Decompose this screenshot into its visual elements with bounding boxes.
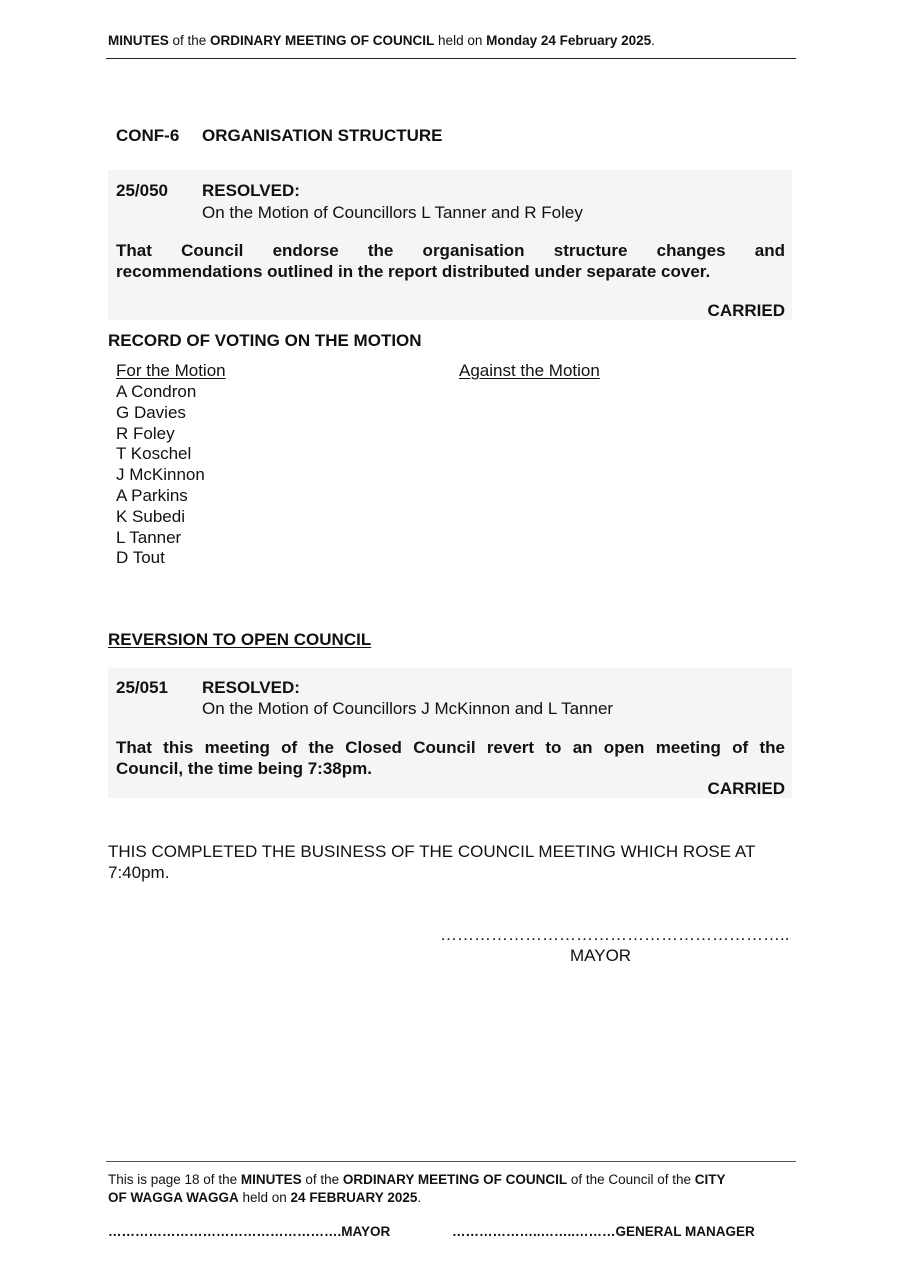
section-title: ORGANISATION STRUCTURE: [202, 126, 443, 145]
footer-text: of the: [301, 1172, 343, 1187]
councillor-name: J McKinnon: [116, 465, 205, 485]
header-meeting: ORDINARY MEETING OF COUNCIL: [210, 33, 435, 48]
councillor-name: D Tout: [116, 548, 165, 568]
resolution2-text-line1: That this meeting of the Closed Council revert to an open meeting of the: [116, 738, 785, 757]
closing-line1: THIS COMPLETED THE BUSINESS OF THE COUNCIL MEETING WHICH ROSE AT: [108, 842, 756, 861]
page-header: [108, 33, 655, 48]
header-of-the: of the: [168, 33, 211, 48]
resolution2-text-line: [116, 738, 785, 758]
councillor-name: L Tanner: [116, 527, 182, 547]
councillor-name: G Davies: [116, 402, 186, 422]
resolution2-status: CARRIED: [707, 779, 785, 798]
councillor-name: R Foley: [116, 423, 175, 443]
for-motion-header: For the Motion: [116, 361, 226, 380]
footer-rule: [106, 1161, 796, 1162]
footer-city-name: OF WAGGA WAGGA: [108, 1190, 239, 1205]
footer-minutes: MINUTES: [240, 1172, 302, 1187]
resolution2-resolved-label: RESOLVED:: [202, 678, 300, 697]
header-period: .: [651, 33, 655, 48]
section-code: CONF-6: [116, 126, 180, 145]
resolution-number: 25/050: [116, 181, 168, 200]
header-held-on: held on: [434, 33, 487, 48]
resolution-text-line2: recommendations outlined in the report distributed under separate cover.: [116, 262, 711, 281]
voting-title: RECORD OF VOTING ON THE MOTION: [108, 331, 422, 350]
footer-city: CITY: [694, 1172, 726, 1187]
footer-meeting: ORDINARY MEETING OF COUNCIL: [342, 1172, 568, 1187]
footer-line2: [108, 1190, 421, 1205]
footer-text: of the Council of the: [567, 1172, 695, 1187]
footer-mayor-signature: …………………………………………….MAYOR: [108, 1224, 391, 1239]
footer-date: 24 FEBRUARY 2025: [290, 1190, 418, 1205]
resolution-mover: On the Motion of Councillors L Tanner and R Foley: [202, 203, 583, 222]
footer-line1: [108, 1172, 725, 1187]
header-rule: [106, 58, 796, 59]
footer-text: This is page 18 of the: [108, 1172, 241, 1187]
footer-text: .: [417, 1190, 422, 1205]
signature-role: MAYOR: [570, 946, 632, 965]
resolution2-text-line2: Council, the time being 7:38pm.: [116, 759, 372, 778]
header-minutes: MINUTES: [108, 33, 169, 48]
councillor-name: K Subedi: [116, 506, 185, 526]
section2-title: REVERSION TO OPEN COUNCIL: [108, 630, 372, 649]
resolution-status: CARRIED: [707, 301, 785, 320]
against-motion-header: Against the Motion: [459, 361, 600, 380]
signature-dots: ……………………………………………………..: [440, 925, 790, 944]
councillor-name: A Condron: [116, 382, 197, 401]
footer-text: held on: [238, 1190, 291, 1205]
footer-gm-signature: ………………..……..………GENERAL MANAGER: [452, 1224, 755, 1239]
for-motion-list: [116, 382, 205, 569]
header-date: Monday 24 February 2025: [486, 33, 652, 48]
councillor-name: T Koschel: [116, 444, 192, 464]
closing-line2: 7:40pm.: [108, 863, 170, 882]
resolution-resolved-label: RESOLVED:: [202, 181, 300, 200]
councillor-name: A Parkins: [116, 485, 188, 505]
resolution-text-line: [116, 241, 785, 261]
resolution-text-line1: That Council endorse the organisation structure changes and: [116, 241, 785, 260]
resolution2-mover: On the Motion of Councillors J McKinnon and L Tanner: [202, 699, 614, 718]
resolution2-number: 25/051: [116, 678, 168, 697]
